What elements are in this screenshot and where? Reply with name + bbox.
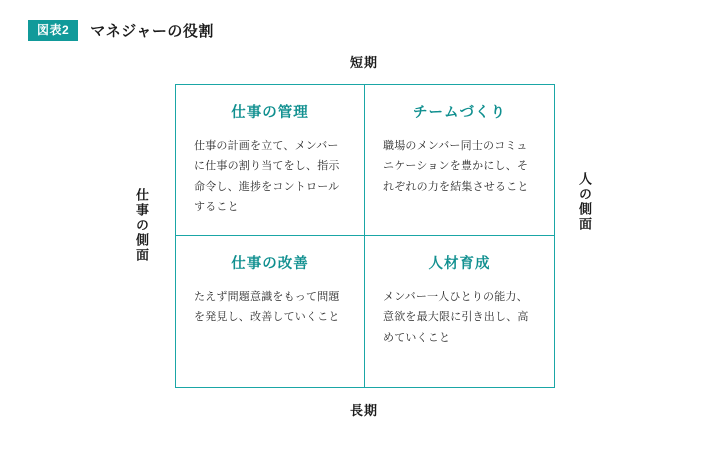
- figure-number-badge: 図表2: [28, 20, 78, 41]
- quadrant-body: メンバー一人ひとりの能力、意欲を最大限に引き出し、高めていくこと: [383, 291, 529, 344]
- page-title: マネジャーの役割: [90, 23, 214, 40]
- quadrant-title: 仕事の管理: [231, 105, 309, 121]
- quadrant-title: チームづくり: [413, 105, 506, 121]
- quadrant-title: 人材育成: [428, 256, 491, 272]
- axis-label-left: 仕事の側面: [133, 188, 149, 263]
- figure-header: [28, 20, 214, 41]
- quadrant-title: 仕事の改善: [231, 256, 309, 272]
- axis-label-top: 短期: [349, 55, 378, 70]
- quadrant-body: 職場のメンバー同士のコミュニケーションを豊かにし、それぞれの力を結集させること: [383, 140, 529, 193]
- quadrant-body: たえず問題意識をもって問題を発見し、改善していくこと: [194, 291, 340, 324]
- quadrant-bottom-right: [365, 236, 554, 387]
- axis-label-right: 人の側面: [576, 172, 592, 232]
- axis-label-bottom: 長期: [349, 403, 378, 418]
- quadrant-matrix: [175, 84, 555, 388]
- quadrant-top-left: [176, 85, 365, 236]
- quadrant-top-right: [365, 85, 554, 236]
- quadrant-body: 仕事の計画を立て、メンバーに仕事の割り当てをし、指示命令し、進捗をコントロールすること: [194, 140, 340, 214]
- quadrant-bottom-left: [176, 236, 365, 387]
